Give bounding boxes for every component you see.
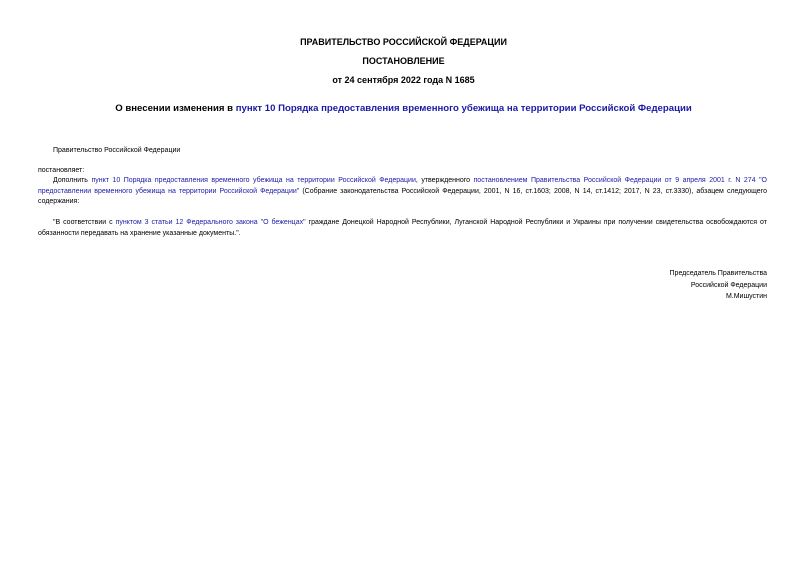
signature-org: Российской Федерации bbox=[690, 281, 767, 289]
quoted-paragraph bbox=[38, 218, 767, 239]
issuer-text: Правительство Российской Федерации bbox=[53, 147, 181, 154]
paragraph-tail: (Собрание законодательства Российской Федерации, 2001, N 16, ст.1603; 2008, N 14, ст.1412; 2017, N 23, ст.3330), абзацем следующего содержания: bbox=[38, 187, 767, 205]
amendment-paragraph bbox=[38, 176, 767, 208]
government-heading: ПРАВИТЕЛЬСТВО РОССИЙСКОЙ ФЕДЕРАЦИИ bbox=[300, 37, 507, 47]
paragraph-lead: Дополнить bbox=[53, 177, 92, 184]
subject-prefix: О внесении изменения в bbox=[115, 103, 236, 114]
procedure-point-link[interactable]: пункт 10 Порядка предоставления временного убежища на территории Российской Федерации bbox=[91, 177, 416, 184]
paragraph-mid: , утвержденного bbox=[415, 177, 474, 184]
date-number-heading: от 24 сентября 2022 года N 1685 bbox=[332, 75, 475, 85]
document-subject bbox=[0, 103, 807, 115]
quote-lead: "В соответствии с bbox=[53, 219, 116, 226]
signature-name: М.Мишустин bbox=[725, 293, 767, 300]
document-type-heading: ПОСТАНОВЛЕНИЕ bbox=[362, 56, 445, 66]
signature-block bbox=[670, 268, 767, 303]
refugee-law-link[interactable]: пунктом 3 статьи 12 Федерального закона "О беженцах" bbox=[115, 219, 306, 226]
subject-link[interactable]: пункт 10 Порядка предоставления временного убежища на территории Российской Федерации bbox=[235, 103, 692, 114]
resolution-274-link[interactable]: постановлением Правительства Российской Федерации от 9 апреля 2001 г. N 274 "О предоставлении временного убежища на территории Российской Федерации" bbox=[38, 177, 767, 195]
quote-tail: граждане Донецкой Народной Республики, Луганской Народной Республики и Украины при получении свидетельства освобождаются от обязанности передавать на хранение указанные документы.". bbox=[38, 219, 767, 237]
resolves-text: постановляет: bbox=[38, 167, 85, 174]
signature-title: Председатель Правительства bbox=[669, 270, 767, 277]
